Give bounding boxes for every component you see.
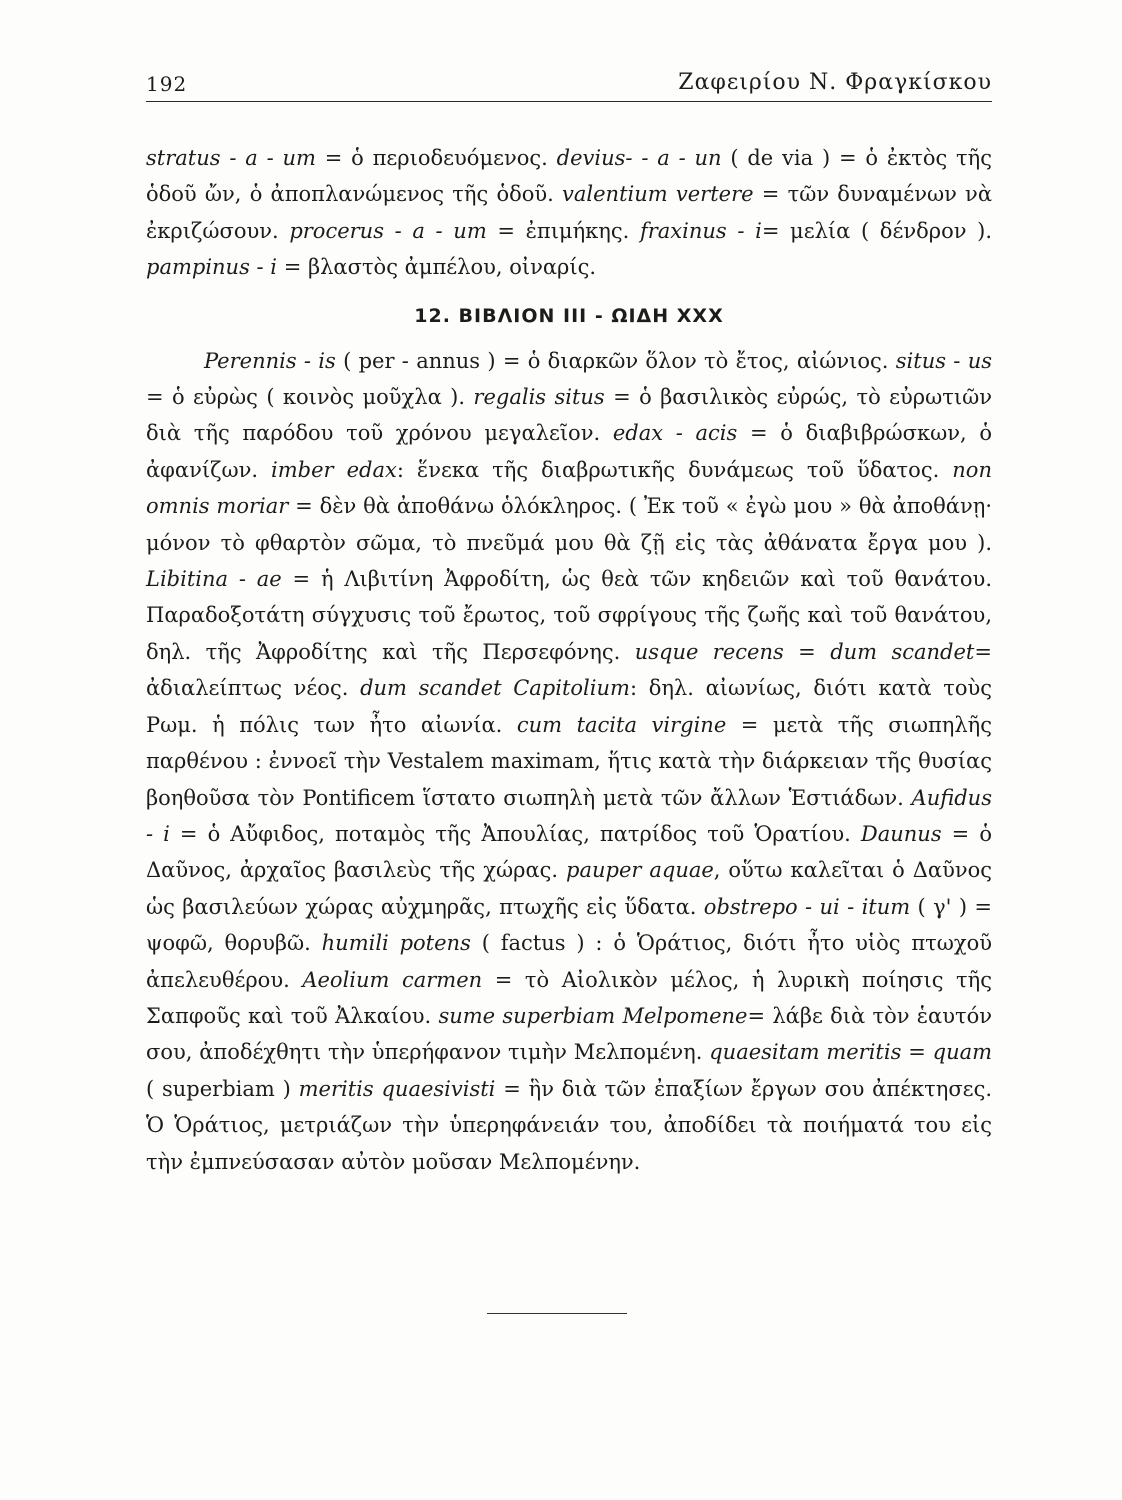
latin-term: valentium vertere: [562, 182, 754, 207]
gloss-text: = ἐπιμήκης.: [486, 218, 640, 243]
gloss-text: = ὁ περιοδευόμενος.: [315, 146, 557, 170]
gloss-text: ( per - annus ) = ὁ διαρκῶν ὅλον τὸ ἔτος, αἰώνιος.: [335, 348, 896, 373]
latin-term: regalis situs: [473, 385, 605, 410]
latin-term: Perennis - is: [204, 348, 336, 373]
gloss-text: ( γ' ) = ψοφῶ, θορυβῶ.: [146, 894, 992, 956]
latin-term: dum scandet Capitolium: [360, 676, 630, 701]
gloss-text: = ὁ εὐρὼς ( κοινὸς μοῦχλα ).: [146, 385, 474, 410]
latin-term: stratus - a - um: [146, 146, 316, 170]
latin-term: dum scandet: [830, 639, 975, 664]
latin-term: cum tacita virgine: [516, 712, 727, 737]
gloss-text: = δὲν θὰ ἀποθάνω ὁλόκληρος. ( Ἐκ τοῦ « ἐγὼ μου » θὰ ἀποθάνῃ· μόνον τὸ φθαρτὸν σῶμα, τὸ πνεῦμά μου θὰ ζῇ εἰς τὰς ἀθάνατα ἔργα μου ).: [146, 494, 993, 555]
end-divider: [487, 1313, 627, 1314]
latin-term: usque recens: [634, 639, 784, 664]
gloss-text: =: [901, 1040, 933, 1065]
latin-term: sume superbiam Melpomene: [438, 1003, 748, 1028]
latin-term: Libitina - ae: [146, 567, 282, 592]
gloss-text: = βλαστὸς ἀμπέλου, οἰναρίς.: [277, 255, 597, 280]
gloss-text: ( superbiam ): [146, 1076, 299, 1101]
latin-term: non omnis moriar: [146, 457, 992, 519]
section-heading: 12. ΒΙΒΛΙΟΝ III - ΩΙΔΗ XXX: [414, 304, 724, 327]
latin-term: quaesitam meritis: [709, 1040, 902, 1065]
header-divider: [146, 101, 992, 102]
latin-term: fraxinus - i: [639, 218, 762, 243]
latin-term: pauper aquae: [566, 858, 714, 883]
gloss-text: = ἡ Λιβιτίνη Ἀφροδίτη, ὡς θεὰ τῶν κηδειῶν καὶ τοῦ θανάτου. Παραδοξοτάτη σύγχυσις τοῦ ἔρωτος, τοῦ σφρίγους τῆς ζωῆς καὶ τοῦ θανάτου, δηλ. τῆς Ἀφροδίτης καὶ τῆς Περσεφόνης.: [146, 567, 992, 664]
gloss-text: ( factus ) : ὁ Ὁράτιος, διότι ἦτο υἱὸς πτωχοῦ ἀπελευθέρου.: [146, 931, 992, 992]
gloss-text: = ἣν διὰ τῶν ἐπαξίων ἔργων σου ἀπέκτησες. Ὁ Ὁράτιος, μετριάζων τὴν ὑπερηφάνειάν του, ἀποδίδει τὰ ποιήματά του εἰς τὴν ἐμπνεύσασαν αὐτὸν μοῦσαν Μελπομένην.: [146, 1076, 993, 1174]
latin-term: pampinus - i: [146, 255, 278, 280]
latin-term: imber edax: [271, 457, 397, 482]
gloss-text: , οὕτω καλεῖται ὁ Δαῦνος ὡς βασιλεύων χώρας αὐχμηρᾶς, πτωχῆς εἰς ὕδατα.: [146, 858, 992, 919]
gloss-text: = τὸ Αἰολικὸν μέλος, ἡ λυρικὴ ποίησις τῆς Σαπφοῦς καὶ τοῦ Ἀλκαίου.: [146, 967, 993, 1028]
gloss-text: = μετὰ τῆς σιωπηλῆς παρθένου : ἐννοεῖ τὴν Vestalem maximam, ἥτις κατὰ τὴν διάρκειαν τῆς θυσίας βοηθοῦσα τὸν Pontificem ἵστατο σιωπηλὴ μετὰ τῶν ἄλλων Ἑστιάδων.: [146, 712, 992, 810]
commentary-paragraph: [146, 343, 992, 1180]
running-head: Ζαφειρίου Ν. Φραγκίσκου: [678, 70, 992, 95]
latin-term: Aeolium carmen: [302, 967, 483, 992]
latin-term: obstrepo - ui - itum: [703, 894, 911, 919]
latin-term: humili potens: [321, 931, 471, 956]
glossary-paragraph: [146, 140, 992, 286]
latin-term: edax - acis: [612, 421, 738, 446]
latin-term: Aufidus - i: [146, 785, 992, 846]
latin-term: procerus - a - um: [289, 218, 487, 243]
gloss-text: = ὁ βασιλικὸς εὐρώς, τὸ εὐρωτιῶν διὰ τῆς παρόδου τοῦ χρόνου μεγαλεῖον.: [146, 385, 992, 446]
page-header: [146, 68, 992, 102]
gloss-text: = τῶν δυναμένων νὰ ἐκριζώσουν.: [146, 182, 993, 243]
gloss-text: = μελία ( δένδρον ).: [761, 218, 993, 243]
page-number: 192: [146, 72, 188, 96]
gloss-text: = ἀδιαλείπτως νέος.: [146, 639, 992, 701]
gloss-text: : δηλ. αἰωνίως, διότι κατὰ τοὺς Ρωμ. ἡ πόλις των ἦτο αἰωνία.: [146, 676, 993, 737]
gloss-text: = ὁ Αὔφιδος, ποταμὸς τῆς Ἀπουλίας, πατρίδος τοῦ Ὁρατίου.: [169, 821, 861, 846]
gloss-text: = ὁ Δαῦνος, ἀρχαῖος βασιλεὺς τῆς χώρας.: [146, 821, 992, 883]
gloss-text: : ἕνεκα τῆς διαβρωτικῆς δυνάμεως τοῦ ὕδατος.: [396, 457, 953, 482]
gloss-text: = ὁ διαβιβρώσκων, ὁ ἀφανίζων.: [146, 421, 992, 482]
latin-term: Daunus: [860, 821, 942, 846]
latin-term: devius- - a - un: [556, 146, 722, 170]
latin-term: meritis quaesivisti: [298, 1076, 496, 1101]
gloss-text: ( de via ) = ὁ ἐκτὸς τῆς ὁδοῦ ὤν, ὁ ἀποπλανώμενος τῆς ὁδοῦ.: [146, 146, 993, 207]
latin-term: situs - us: [895, 348, 993, 373]
page-body: [146, 140, 992, 1180]
gloss-text: =: [783, 639, 831, 664]
gloss-text: = λάβε διὰ τὸν ἑαυτόν σου, ἀποδέχθητι τὴν ὑπερήφανον τιμὴν Μελπομένη.: [146, 1003, 993, 1065]
latin-term: quam: [932, 1040, 993, 1065]
